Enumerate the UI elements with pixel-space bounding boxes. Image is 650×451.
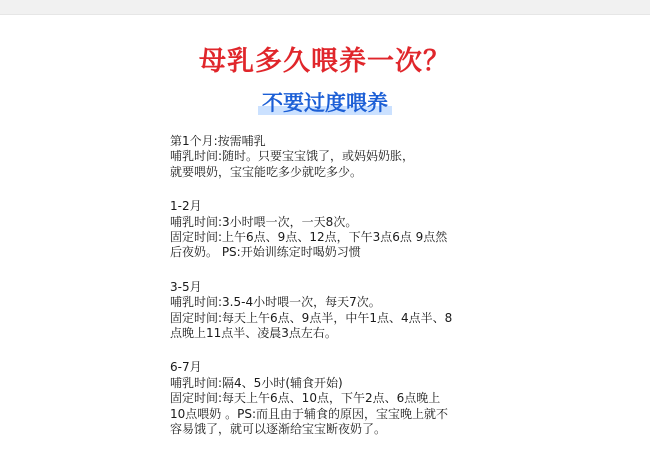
subtitle-text: 不要过度喂养 (258, 91, 392, 115)
section-month-1-2 (170, 199, 470, 261)
feeding-schedule (170, 134, 470, 438)
page-title: 母乳多久喂养一次？ (199, 46, 451, 77)
section-line: 固定时间:每天上午6点、9点半，中午1点、4点半、8 (170, 310, 453, 325)
section-line: 后夜奶。 PS:开始训练定时喝奶习惯 (170, 245, 361, 260)
section-line: 就要喂奶，宝宝能吃多少就吃多少。 (170, 164, 363, 179)
section-month-1 (170, 134, 470, 180)
section-line: 点晚上11点半、凌晨3点左右。 (170, 326, 337, 341)
section-line: 固定时间:每天上午6点、10点，下午2点、6点晚上 (170, 391, 441, 406)
page-subtitle (0, 88, 650, 118)
section-heading: 第1个月:按需哺乳 (170, 134, 266, 148)
section-line: 哺乳时间:随时。只要宝宝饿了，或妈妈奶胀， (170, 149, 415, 164)
section-month-3-5 (170, 280, 470, 342)
section-month-6-7 (170, 360, 470, 437)
section-heading: 6-7月 (170, 360, 202, 375)
section-line: 哺乳时间:3小时喂一次，一天8次。 (170, 214, 358, 229)
section-heading: 3-5月 (170, 279, 202, 294)
section-heading: 1-2月 (170, 199, 202, 214)
section-line: 哺乳时间:3.5-4小时喂一次，每天7次。 (170, 295, 381, 310)
top-bar (0, 0, 650, 15)
section-line: 固定时间:上午6点、9点、12点，下午3点6点 9点然 (170, 230, 448, 245)
section-line: 容易饿了，就可以逐渐给宝宝断夜奶了。 (170, 422, 387, 437)
section-line: 哺乳时间:隔4、5小时(辅食开始) (170, 375, 343, 390)
section-line: 10点喂奶 。PS:而且由于辅食的原因，宝宝晚上就不 (170, 406, 448, 421)
